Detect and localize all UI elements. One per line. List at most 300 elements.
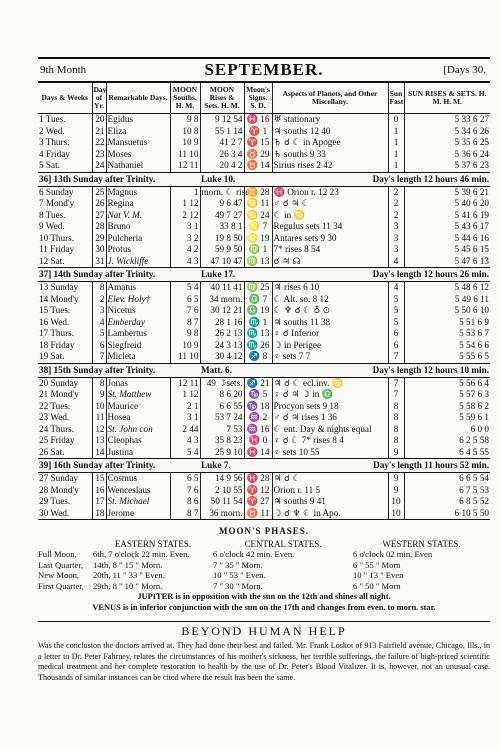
aspects-cell: ♂ ☌ ♃ ☾ — [272, 198, 388, 210]
remarkable-day-cell: St. Matthew — [106, 389, 170, 401]
day-row — [38, 424, 490, 436]
sun-rises-sets-cell: 6 8 5 52 — [404, 496, 490, 508]
phase-name: Full Moon, — [38, 549, 77, 559]
moon-rises-cell: 49 7 27 — [200, 210, 244, 222]
advertisement — [38, 621, 490, 683]
day-cell: 14 Mond'y — [39, 293, 79, 304]
day-cell: 10 Thurs. — [39, 232, 75, 243]
moon-rises-cell: 55 1 14 — [200, 126, 244, 138]
remarkable-day-cell: Micleta — [106, 351, 170, 363]
remarkable-day-cell: Lambertus — [106, 328, 170, 340]
moon-souths-cell: 5 4 — [170, 447, 200, 459]
aspects-cell: ☽ ☌ ♆ ☾ in Apo. — [272, 508, 388, 520]
phase-central: 7 " 35 " Morn. — [213, 559, 263, 570]
venus-note: VENUS is in inferior conjunction with the sun on the 17th and changes from even. to morn. star. — [92, 603, 436, 612]
day-cell: 21 Mond'y — [39, 389, 79, 400]
moon-sign-cell: ♐ 8 — [244, 351, 272, 363]
remarkable-day-cell: Regina — [106, 198, 170, 210]
week-day-length: Day's length 12 hours 10 min. — [272, 363, 490, 377]
remarkable-day-cell: Jonas — [106, 377, 170, 389]
aspects-cell: ♀ sets 10 55 — [272, 447, 388, 459]
day-of-year-cell: 15 — [92, 473, 106, 485]
day-of-year-cell: 24 — [92, 160, 106, 172]
aspects-cell: ☾ ♆ ☌ ☾ ♁ ⊙ — [272, 305, 388, 317]
day-of-year-cell: 7 — [92, 351, 106, 363]
moon-souths-cell: 3 2 — [170, 233, 200, 245]
day-cell: 5 Sat. — [38, 160, 92, 172]
week-day-length: Day's length 11 hours 52 min. — [272, 459, 490, 473]
moon-rises-cell: 53 7 24 — [200, 412, 244, 424]
moon-rises-cell: morn. ☾ rises — [201, 186, 253, 197]
aspects-cell: 7* rises 8 54 — [272, 244, 388, 256]
column-headers — [38, 83, 490, 114]
sun-rises-sets-cell: 5 57 6 3 — [404, 389, 490, 401]
sun-rises-sets-cell: 5 58 6 2 — [404, 401, 490, 413]
week-label: 38] 15th Sunday after Trinity. — [38, 363, 200, 377]
day-cell: 24 Thurs. — [39, 423, 75, 434]
sun-fast-cell: 9 — [388, 447, 404, 459]
sun-fast-cell: 3 — [388, 244, 404, 256]
moon-rises-cell: 14 9 56 — [200, 473, 244, 485]
phase-western: 6 " 50 " Morn — [353, 580, 401, 591]
aspects-cell: ♅ stationary — [272, 114, 388, 126]
sun-rises-sets-cell: 5 40 6 20 — [404, 198, 490, 210]
remarkable-day-cell: Nicetus — [106, 305, 170, 317]
remarkable-day-cell: J. Wickliffe — [106, 256, 170, 268]
day-cell: 13 Sunday — [39, 282, 79, 293]
moon-souths-cell: 4 3 — [170, 435, 200, 447]
sun-fast-cell: 7 — [388, 389, 404, 401]
day-of-year-cell: 2 — [92, 294, 106, 306]
sun-fast-cell: 5 — [388, 305, 404, 317]
moon-souths-cell: 3 1 — [170, 221, 200, 233]
sun-fast-cell: 7 — [388, 351, 404, 363]
remarkable-day-cell: St. John con — [106, 424, 170, 436]
remarkable-day-cell: Nathaniel — [106, 160, 170, 172]
moon-sign-cell: ♎ 7 — [244, 294, 272, 306]
day-cell: 9 Wed. — [39, 221, 65, 232]
week-header-row — [38, 459, 490, 473]
ad-title: BEYOND HUMAN HELP — [181, 624, 347, 638]
sun-fast-cell: 2 — [388, 198, 404, 210]
sun-rises-sets-cell: 5 41 6 19 — [404, 210, 490, 222]
moon-souths-cell: 10 9 — [170, 340, 200, 352]
aspects-cell: ☾ in ♋ — [272, 210, 388, 222]
phase-name: Last Quarter, — [38, 559, 83, 570]
sun-rises-sets-cell: 5 37 6 23 — [404, 160, 490, 172]
phase-eastern: 14th, 8 " 15 " Morn. — [93, 559, 163, 570]
moon-sign-cell: ♒ 16 — [244, 424, 272, 436]
remarkable-day-cell: Maurice — [106, 401, 170, 413]
day-row — [38, 221, 490, 233]
day-row — [38, 149, 490, 161]
remarkable-day-cell: Amatus — [106, 282, 170, 294]
day-row — [38, 256, 490, 268]
week-label: 36] 13th Sunday after Trinity. — [38, 172, 200, 186]
sun-rises-sets-cell: 6 6 5 54 — [404, 473, 490, 485]
sun-rises-sets-cell: 5 35 6 25 — [404, 137, 490, 149]
moon-sign-cell: ♌ 19 — [244, 233, 272, 245]
day-of-year-cell: 29 — [92, 233, 106, 245]
sun-rises-sets-cell: 5 48 6 12 — [404, 282, 490, 294]
moon-souths-cell: 4 2 — [170, 244, 200, 256]
sun-rises-sets-cell: 5 49 6 11 — [404, 294, 490, 306]
phase-central: 7 " 30 " Morn. — [213, 580, 263, 591]
phase-name: First Quarter, — [38, 580, 84, 591]
day-row — [38, 198, 490, 210]
col-aspects: Aspects of Planets, and Other Miscellany. — [272, 83, 388, 114]
day-row — [38, 473, 490, 485]
day-of-year-cell: 20 — [92, 114, 106, 126]
day-of-year-cell: 25 — [92, 186, 106, 198]
remarkable-day-cell: Moses — [106, 149, 170, 161]
phase-central: 10 " 53 " Even. — [213, 570, 266, 580]
day-cell: 23 Wed. — [39, 412, 70, 423]
sun-rises-sets-cell: 5 47 6 13 — [404, 256, 490, 268]
sun-rises-sets-cell: 5 50 6 10 — [404, 305, 490, 317]
sun-rises-sets-cell: 6 10 5 50 — [404, 508, 490, 520]
sun-fast-cell: 1 — [388, 137, 404, 149]
moon-souths-cell: 4 3 — [170, 256, 200, 268]
moon-sign-cell: ♒ 2 — [244, 412, 272, 424]
moon-sign-cell: ♈ 27 — [244, 496, 272, 508]
aspects-cell: ♃ souths 11 38 — [272, 317, 388, 329]
day-cell: 15 Tues. — [39, 305, 71, 316]
day-cell: 19 Sat. — [38, 351, 92, 363]
remarkable-day-cell: Emberday — [106, 317, 170, 329]
day-of-year-cell: 26 — [92, 198, 106, 210]
sun-rises-sets-cell: 6 7 5 53 — [404, 485, 490, 497]
phase-row — [38, 560, 490, 571]
sun-rises-sets-cell: 6 2 5 58 — [404, 435, 490, 447]
aspects-cell: Procyon sets 9 18 — [272, 401, 388, 413]
remarkable-day-cell: Hosea — [106, 412, 170, 424]
phase-row — [38, 570, 490, 581]
moon-rises-cell: 26 3 4 — [200, 149, 244, 161]
day-row — [38, 137, 490, 149]
day-cell: 27 Sunday — [39, 473, 79, 484]
col-day-of-year: Day of Yr. — [92, 83, 106, 114]
almanac-page — [38, 57, 490, 683]
region-central: CENTRAL STATES. — [244, 539, 322, 549]
aspects-cell: ☌ ♃ ☊ — [272, 256, 388, 268]
moon-rises-cell: 8 6 20 — [200, 389, 244, 401]
moon-souths-cell: 9 8 — [170, 114, 200, 126]
ad-text: Was the conclusion the doctors arrived at. They had done their best and failed. Mr. Frank Loskot of 913 Fairfield avenue, Chicago, Ills., in a letter to Dr. Peter Fahrney, relates the circumstances of his mother's sickness, her terrible sufferings, the failure of high-priced scientific medical treatment and her complete restoration to health by the use of Dr. Peter's Blood Vitalizer. It is, however, not an unusual case. Thousands of similar instances can be cited where the result has been the same. — [38, 641, 490, 682]
sun-rises-sets-cell: 5 34 6 26 — [404, 126, 490, 138]
aspects-cell: Antares sets 9 30 — [272, 233, 388, 245]
day-of-year-cell: 30 — [92, 244, 106, 256]
phase-western: 6 " 55 " Morn — [353, 559, 401, 570]
moon-rises-cell: 28 1 16 — [200, 317, 244, 329]
day-row — [38, 305, 490, 317]
moon-rises-cell: 59 9 50 — [200, 244, 244, 256]
sun-rises-sets-cell: 5 51 6 9 — [404, 317, 490, 329]
sun-rises-sets-cell: 5 56 6 4 — [404, 377, 490, 389]
aspects-cell: ♀ ☌ ♃ ☽ in ♎ — [272, 389, 388, 401]
remarkable-day-cell: Cosmus — [106, 473, 170, 485]
sun-rises-sets-cell: 6 4 5 55 — [404, 447, 490, 459]
day-cell: 25 Friday — [39, 435, 75, 446]
aspects-cell: ♀ ☌ ☾ 7* rises 8 4 — [272, 435, 388, 447]
moon-souths-cell: 6 5 — [170, 473, 200, 485]
day-of-year-cell: 14 — [92, 447, 106, 459]
day-row — [38, 340, 490, 352]
moon-sign-cell: ♓ 28 — [244, 473, 272, 485]
week-header-row — [38, 363, 490, 377]
col-sun-rises-sets: SUN RISES & SETS. H. M. H. M. — [404, 83, 490, 114]
remarkable-day-cell: St. Michael — [106, 496, 170, 508]
moon-souths-cell: 5 4 — [170, 282, 200, 294]
aspects-cell: ♄ ☌ ☾ in Apogee — [272, 137, 388, 149]
sun-fast-cell: 8 — [388, 424, 404, 436]
day-row — [38, 317, 490, 329]
aspects-cell: ♃ souths 12 40 — [272, 126, 388, 138]
sun-rises-sets-cell: 5 45 6 15 — [404, 244, 490, 256]
day-of-year-cell: 5 — [92, 328, 106, 340]
moon-souths-cell: 11 10 — [170, 149, 200, 161]
jupiter-note: JUPITER is in opposition with the sun on the 12th and shines all night. — [137, 592, 391, 601]
col-remarkable-days: Remarkable Days. — [106, 83, 170, 114]
moon-souths-cell: 3 1 — [170, 412, 200, 424]
day-of-year-cell: 23 — [92, 149, 106, 161]
day-row — [38, 244, 490, 256]
moon-sign-cell: ♍ 1 — [244, 244, 272, 256]
moon-sign-cell: ♊ 28 — [244, 186, 272, 198]
moon-sign-cell: ♋ 24 — [244, 210, 272, 222]
aspects-cell: ♃ rises 6 10 — [272, 282, 388, 294]
moon-rises-cell: 25 9 10 — [200, 447, 244, 459]
col-moon-rises-sets: MOON Rises & Sets. H. M. — [200, 83, 244, 114]
moon-souths-cell: 7 6 — [170, 305, 200, 317]
calendar-table — [38, 83, 490, 520]
day-cell: 17 Thurs. — [39, 328, 75, 339]
day-row — [38, 447, 490, 459]
moon-souths-cell: 2 1 — [170, 401, 200, 413]
sun-fast-cell: 8 — [388, 412, 404, 424]
day-row — [38, 485, 490, 497]
phase-eastern: 6th, 7 o'clock 22 min. Even. — [93, 549, 190, 559]
week-header-row — [38, 172, 490, 186]
phase-eastern: 29th, 8 " 10 " Morn. — [93, 580, 163, 591]
moon-sign-cell: ♍ 25 — [244, 282, 272, 294]
day-of-year-cell: 21 — [92, 126, 106, 138]
aspects-cell: ☾ ent. Day & nights equal — [272, 424, 388, 436]
moon-sign-cell: ♑ 18 — [244, 401, 272, 413]
day-row — [38, 435, 490, 447]
moon-rises-cell: 34 morn. — [200, 294, 244, 306]
aspects-cell: ♂ ☌ ♃ rises 1 36 — [272, 412, 388, 424]
day-row — [38, 210, 490, 222]
region-western: WESTERN STATES. — [382, 539, 461, 549]
moon-phases-title: MOON'S PHASES. — [218, 526, 309, 536]
day-cell: 22 Tues. — [39, 400, 71, 411]
remarkable-day-cell: Cleophas — [106, 435, 170, 447]
sun-rises-sets-cell: 5 33 6 27 — [404, 114, 490, 126]
sun-fast-cell: 10 — [388, 496, 404, 508]
remarkable-day-cell: Egidus — [106, 114, 170, 126]
moon-rises-cell: 33 8 1 — [200, 221, 244, 233]
aspects-cell: ♓ Orion r. 12 23 — [272, 186, 388, 198]
week-lesson: Luke 17. — [200, 268, 272, 282]
day-cell: 29 Tues. — [39, 496, 71, 507]
month-number: 9th Month — [40, 64, 87, 76]
moon-sign-cell: ♍ 13 — [244, 256, 272, 268]
sun-rises-sets-cell: 5 43 6 17 — [404, 221, 490, 233]
day-cell: 6 Sunday — [39, 186, 74, 197]
day-cell: 16 Wed. — [39, 316, 70, 327]
week-day-length: Day's length 12 hours 26 min. — [272, 268, 490, 282]
moon-souths-cell: 7 6 — [170, 485, 200, 497]
col-days-weeks: Days & Weeks — [38, 83, 92, 114]
moon-rises-cell: 30 12 21 — [200, 305, 244, 317]
moon-rises-cell: 40 11 41 — [200, 282, 244, 294]
day-cell: 12 Sat. — [38, 256, 92, 268]
col-moon-souths: MOON Souths. H. M. — [170, 83, 200, 114]
moon-sign-cell: ♈ 1 — [244, 126, 272, 138]
moon-souths-cell: 2 12 — [170, 210, 200, 222]
sun-fast-cell: 9 — [388, 473, 404, 485]
day-of-year-cell: 13 — [92, 435, 106, 447]
sun-fast-cell: 3 — [388, 233, 404, 245]
aspects-cell: Regulus sets 11 34 — [272, 221, 388, 233]
day-cell: 20 Sunday — [39, 377, 79, 388]
remarkable-day-cell: Siegfreid — [106, 340, 170, 352]
day-cell: 1 Tues. — [39, 114, 66, 125]
moon-rises-cell: 9 12 54 — [200, 114, 244, 126]
remarkable-day-cell: Wenceslaus — [106, 485, 170, 497]
moon-sign-cell: ♋ 11 — [244, 198, 272, 210]
remarkable-day-cell: Pulcheria — [106, 233, 170, 245]
aspects-cell: Sirius rises 2 42 — [272, 160, 388, 172]
moon-souths-cell: 12 11 — [170, 377, 200, 389]
day-row — [38, 389, 490, 401]
phase-western: 6 o'clock 02 min. Even — [353, 549, 433, 559]
day-row — [38, 282, 490, 294]
phases-region-headers — [38, 539, 490, 549]
day-of-year-cell: 31 — [92, 256, 106, 268]
day-of-year-cell: 22 — [92, 137, 106, 149]
day-cell: 8 Tues. — [39, 209, 66, 220]
day-of-year-cell: 16 — [92, 485, 106, 497]
moon-souths-cell: 8 6 — [170, 496, 200, 508]
sun-fast-cell: 0 — [388, 114, 404, 126]
sun-fast-cell: 8 — [388, 401, 404, 413]
day-of-year-cell: 17 — [92, 496, 106, 508]
day-row — [38, 508, 490, 520]
aspects-cell: ☾ Alt. so. 8 12 — [272, 294, 388, 306]
region-eastern: EASTERN STATES. — [114, 539, 192, 549]
day-of-year-cell: 11 — [92, 412, 106, 424]
moon-rises-cell: 9 6 47 — [200, 198, 244, 210]
aspects-cell: Orion r. 11 5 — [272, 485, 388, 497]
day-cell: 30 Wed. — [38, 508, 92, 520]
moon-souths-cell: 1 12 — [170, 389, 200, 401]
moon-rises-cell: 41 2 7 — [200, 137, 244, 149]
day-of-year-cell: 3 — [92, 305, 106, 317]
day-row — [38, 377, 490, 389]
day-of-year-cell: 18 — [92, 508, 106, 520]
day-of-year-cell: 12 — [92, 424, 106, 436]
day-of-year-cell: 28 — [92, 221, 106, 233]
day-row — [38, 160, 490, 172]
sun-fast-cell: 5 — [388, 317, 404, 329]
week-day-length: Day's length 12 hours 46 min. — [272, 172, 490, 186]
aspects-cell: ♀ ☌ Inferior — [272, 328, 388, 340]
week-lesson: Luke 10. — [200, 172, 272, 186]
moon-rises-cell: 2 10 55 — [200, 485, 244, 497]
remarkable-day-cell: Eliza — [106, 126, 170, 138]
day-cell: 28 Mond'y — [39, 484, 79, 495]
moon-souths-cell: 10 9 — [170, 137, 200, 149]
phase-central: 6 o'clock 42 min. Even. — [213, 549, 295, 559]
day-row — [38, 351, 490, 363]
day-of-year-cell: 8 — [92, 282, 106, 294]
moon-sign-cell: ♓ 14 — [244, 447, 272, 459]
day-row — [38, 126, 490, 138]
moon-rises-cell: 24 3 13 — [200, 340, 244, 352]
sun-fast-cell: 10 — [388, 508, 404, 520]
sun-rises-sets-cell: 5 55 6 5 — [404, 351, 490, 363]
day-cell: 2 Wed. — [39, 125, 65, 136]
remarkable-day-cell: Justina — [106, 447, 170, 459]
moon-sign-cell: ♓ 0 — [244, 435, 272, 447]
day-cell: 11 Friday — [39, 244, 75, 255]
moon-sign-cell: ♐ 21 — [244, 377, 272, 389]
moon-sign-cell: ♏ 26 — [244, 340, 272, 352]
day-cell: 3 Thurs. — [39, 137, 70, 148]
sun-rises-sets-cell: 5 59 6 1 — [404, 412, 490, 424]
aspects-cell: ♃ ☌ ☾ — [272, 473, 388, 485]
moon-souths-cell: 10 8 — [170, 126, 200, 138]
moon-souths-cell: 2 44 — [170, 424, 200, 436]
sun-fast-cell: 2 — [388, 186, 404, 198]
remarkable-day-cell: Nat V. M. — [106, 210, 170, 222]
moon-rises-cell: 6 6 55 — [200, 401, 244, 413]
moon-rises-cell: 36 morn. — [200, 508, 244, 520]
days-count: [Days 30. — [443, 64, 486, 76]
sun-rises-sets-cell: 5 53 6 7 — [404, 328, 490, 340]
sun-fast-cell: 4 — [388, 256, 404, 268]
moon-sign-cell: ♉ 29 — [244, 149, 272, 161]
day-row — [38, 186, 490, 198]
moon-rises-cell: 7 53 — [200, 424, 244, 436]
moon-sign-cell: ♉ 14 — [244, 160, 272, 172]
day-row — [38, 401, 490, 413]
sun-fast-cell: 6 — [388, 328, 404, 340]
sun-fast-cell: 8 — [388, 435, 404, 447]
week-lesson: Luke 7. — [200, 459, 272, 473]
day-row — [38, 233, 490, 245]
moon-sign-cell: ♎ 19 — [244, 305, 272, 317]
sun-rises-sets-cell: 5 54 6 6 — [404, 340, 490, 352]
aspects-cell: ♃ souths 9 41 — [272, 496, 388, 508]
moon-rises-cell: 26 2 13 — [200, 328, 244, 340]
moon-rises-cell: 49 ☽sets. — [200, 377, 244, 389]
sun-fast-cell: 3 — [388, 221, 404, 233]
day-of-year-cell: 8 — [92, 377, 106, 389]
remarkable-day-cell: Elev. Holy† — [106, 294, 170, 306]
sun-fast-cell: 1 — [388, 149, 404, 161]
moon-souths-cell: 9 8 — [170, 328, 200, 340]
day-cell: 18 Friday — [39, 339, 75, 350]
sun-fast-cell: 9 — [388, 485, 404, 497]
remarkable-day-cell: Bruno — [106, 221, 170, 233]
moon-souths-cell: 8 7 — [170, 317, 200, 329]
moon-sign-cell: ♏ 13 — [244, 328, 272, 340]
sun-fast-cell: 2 — [388, 210, 404, 222]
remarkable-day-cell: Jerome — [106, 508, 170, 520]
